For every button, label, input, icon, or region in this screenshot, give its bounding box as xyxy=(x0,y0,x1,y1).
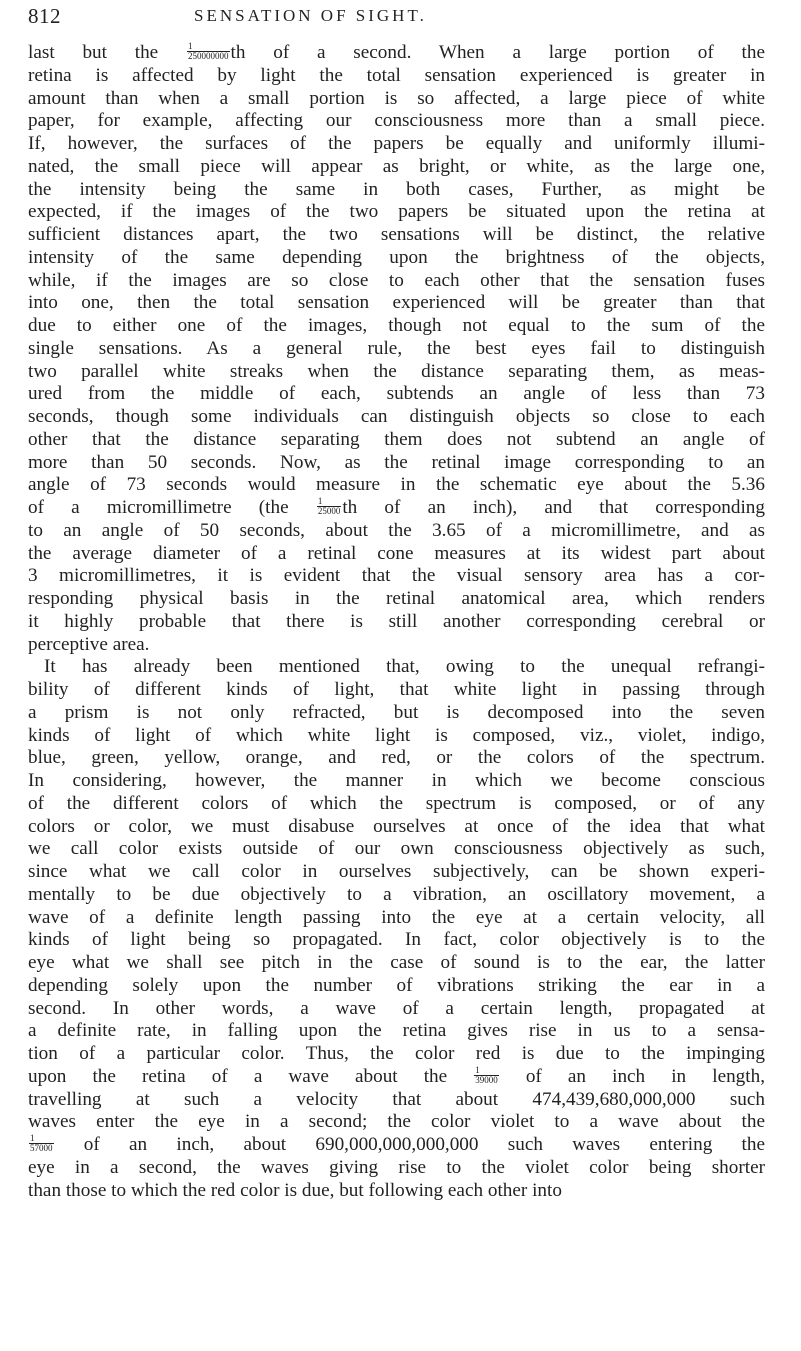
text-line: kinds of light of which white light is composed, viz., violet, indigo, xyxy=(28,724,765,746)
text-line: since what we call color in ourselves subjectively, can be shown experi- xyxy=(28,861,765,882)
running-head: SENSATION OF SIGHT. xyxy=(194,6,427,25)
page-number: 812 xyxy=(28,4,61,28)
text-line: due to either one of the images, though not equal to the sum of the xyxy=(28,315,765,336)
text-line: eye in a second, the waves giving rise to the violet color being shorter xyxy=(28,1156,765,1178)
text-line: blue, green, yellow, orange, and red, or the colors of the spectrum. xyxy=(28,747,765,769)
text-line: the average diameter of a retinal cone measures at its widest part about xyxy=(28,542,765,564)
fraction-numerator: 1 xyxy=(187,42,230,52)
text-line: tion of a particular color. Thus, the color red is due to the impinging xyxy=(28,1043,765,1064)
fraction-denominator: 39000 xyxy=(475,1074,498,1085)
text-line: other that the distance separating them does not subtend an angle of xyxy=(28,428,765,450)
text-line: It has already been mentioned that, owing to the unequal refrangi- xyxy=(44,656,765,678)
text-line: nated, the small piece will appear as bright, or white, as the large one, xyxy=(28,155,765,177)
text-line: a prism is not only refracted, but is decomposed into the seven xyxy=(28,701,765,723)
text-line: seconds, though some individuals can distinguish objects so close to each xyxy=(28,406,765,427)
text-line: sufficient distances apart, the two sensations will be distinct, the relative xyxy=(28,224,765,245)
page-header xyxy=(28,4,768,34)
text-line: into one, then the total sensation experienced will be greater than that xyxy=(28,292,765,314)
text-line: If, however, the surfaces of the papers be equally and uniformly illumi- xyxy=(28,133,765,154)
text-line xyxy=(28,1066,765,1089)
text-line: waves enter the eye in a second; the color violet to a wave about the xyxy=(28,1111,765,1133)
fraction xyxy=(29,1134,54,1153)
body-text xyxy=(28,42,765,1202)
fraction-numerator: 1 xyxy=(317,497,342,507)
fraction-denominator: 25000 xyxy=(317,506,341,517)
text-line: we call color exists outside of our own consciousness objectively as such, xyxy=(28,838,765,860)
fraction-denominator: 57000 xyxy=(30,1143,53,1154)
text-line xyxy=(28,42,765,65)
text-line: In considering, however, the manner in which we become conscious xyxy=(28,770,765,791)
text-line: expected, if the images of the two papers be situated upon the retina at xyxy=(28,201,765,223)
text-line: amount than when a small portion is so affected, a large piece of white xyxy=(28,87,765,109)
text-line: while, if the images are so close to each other that the sensation fuses xyxy=(28,269,765,291)
text-line: retina is affected by light the total sensation experienced is greater in xyxy=(28,64,765,86)
fraction-denominator: 250000000 xyxy=(188,51,229,62)
text-line: paper, for example, affecting our consciousness more than a small piece. xyxy=(28,110,765,132)
text-line: than those to which the red color is due, but following each other into xyxy=(28,1179,562,1201)
text-run: of an inch, about 690,000,000,000,000 such waves entering the xyxy=(54,1134,765,1155)
text-line: a definite rate, in falling upon the retina gives rise in us to a sensa- xyxy=(28,1020,765,1042)
text-line: two parallel white streaks when the distance separating them, as meas- xyxy=(28,360,765,382)
text-line: colors or color, we must disabuse ourselves at once of the idea that what xyxy=(28,815,765,837)
text-run: of a micromillimetre (the xyxy=(28,497,316,518)
text-line: more than 50 seconds. Now, as the retinal image corresponding to an xyxy=(28,451,765,473)
text-line: responding physical basis in the retinal anatomical area, which renders xyxy=(28,588,765,609)
text-line: ured from the middle of each, subtends an angle of less than 73 xyxy=(28,383,765,405)
fraction-numerator: 1 xyxy=(474,1066,499,1076)
text-line: kinds of light being so propagated. In fact, color objectively is to the xyxy=(28,929,765,951)
text-line xyxy=(28,497,765,520)
text-line: it highly probable that there is still another corresponding cerebral or xyxy=(28,610,765,632)
text-line: eye what we shall see pitch in the case of sound is to the ear, the latter xyxy=(28,952,765,973)
text-line: the intensity being the same in both cases, Further, as might be xyxy=(28,178,765,200)
text-line xyxy=(28,1134,765,1157)
text-line: depending solely upon the number of vibrations striking the ear in a xyxy=(28,974,765,996)
text-run: th of a second. When a large portion of the xyxy=(230,42,765,63)
text-line: travelling at such a velocity that about 474,439,680,000,000 such xyxy=(28,1088,765,1110)
text-line: perceptive area. xyxy=(28,633,150,655)
fraction xyxy=(474,1066,499,1085)
text-line: 3 micromillimetres, it is evident that the visual sensory area has a cor- xyxy=(28,565,765,587)
text-line: bility of different kinds of light, that white light in passing through xyxy=(28,679,765,700)
text-line: intensity of the same depending upon the brightness of the objects, xyxy=(28,246,765,268)
text-run: upon the retina of a wave about the xyxy=(28,1065,474,1087)
fraction-numerator: 1 xyxy=(29,1134,54,1144)
text-run: th of an inch), and that corresponding xyxy=(342,497,765,518)
fraction xyxy=(317,497,342,516)
text-line: of the different colors of which the spectrum is composed, or of any xyxy=(28,792,765,814)
text-line: second. In other words, a wave of a certain length, propagated at xyxy=(28,997,765,1019)
fraction xyxy=(187,42,230,61)
text-line: angle of 73 seconds would measure in the schematic eye about the 5.36 xyxy=(28,474,765,496)
text-line: single sensations. As a general rule, the best eyes fail to distinguish xyxy=(28,337,765,359)
text-line: to an angle of 50 seconds, about the 3.65 of a micromillimetre, and as xyxy=(28,519,765,541)
text-run: last but the xyxy=(28,42,186,63)
text-run: of an inch in length, xyxy=(499,1065,765,1087)
text-line: wave of a definite length passing into the eye at a certain velocity, all xyxy=(28,906,765,928)
text-line: mentally to be due objectively to a vibration, an oscillatory movement, a xyxy=(28,883,765,905)
